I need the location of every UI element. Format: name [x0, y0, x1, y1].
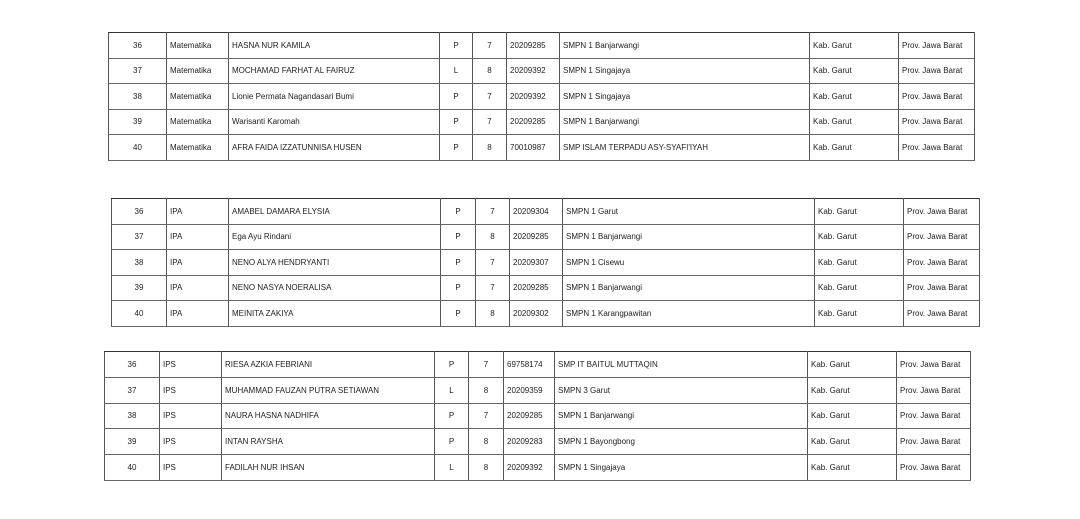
table-row	[112, 250, 980, 276]
cell-gender: P	[435, 403, 469, 429]
cell-grade: 7	[476, 250, 510, 276]
cell-npsn: 20209392	[507, 84, 560, 110]
cell-npsn: 20209283	[504, 429, 555, 455]
cell-no: 39	[109, 109, 167, 135]
cell-regency: Kab. Garut	[808, 455, 897, 481]
cell-gender: P	[440, 33, 473, 59]
cell-no: 37	[105, 377, 160, 403]
cell-subject: IPA	[167, 199, 229, 225]
cell-gender: P	[441, 199, 476, 225]
table-ipa	[111, 198, 980, 327]
cell-no: 37	[112, 224, 167, 250]
cell-grade: 7	[473, 33, 507, 59]
cell-province: Prov. Jawa Barat	[899, 84, 975, 110]
table-row	[109, 84, 975, 110]
table-matematika	[108, 32, 975, 161]
cell-grade: 8	[476, 224, 510, 250]
cell-npsn: 20209392	[507, 58, 560, 84]
cell-name: FADILAH NUR IHSAN	[222, 455, 435, 481]
cell-gender: P	[435, 352, 469, 378]
cell-regency: Kab. Garut	[808, 403, 897, 429]
table-row	[112, 199, 980, 225]
cell-no: 36	[105, 352, 160, 378]
cell-regency: Kab. Garut	[808, 352, 897, 378]
cell-name: HASNA NUR KAMILA	[229, 33, 440, 59]
cell-school: SMPN 1 Karangpawitan	[563, 301, 815, 327]
cell-name: Ega Ayu Rindani	[229, 224, 441, 250]
cell-no: 36	[112, 199, 167, 225]
cell-gender: P	[435, 429, 469, 455]
cell-school: SMP IT BAITUL MUTTAQIN	[555, 352, 808, 378]
cell-grade: 7	[473, 109, 507, 135]
cell-subject: Matematika	[167, 84, 229, 110]
cell-school: SMPN 1 Banjarwangi	[560, 109, 810, 135]
cell-subject: IPA	[167, 224, 229, 250]
cell-no: 40	[112, 301, 167, 327]
cell-grade: 7	[473, 84, 507, 110]
cell-subject: IPS	[160, 429, 222, 455]
cell-regency: Kab. Garut	[815, 275, 904, 301]
table-row	[109, 33, 975, 59]
cell-name: MOCHAMAD FARHAT AL FAIRUZ	[229, 58, 440, 84]
cell-province: Prov. Jawa Barat	[897, 403, 971, 429]
cell-grade: 7	[476, 199, 510, 225]
cell-province: Prov. Jawa Barat	[899, 33, 975, 59]
cell-grade: 8	[476, 301, 510, 327]
cell-subject: IPS	[160, 455, 222, 481]
cell-grade: 7	[469, 403, 504, 429]
cell-gender: L	[435, 377, 469, 403]
cell-school: SMPN 1 Banjarwangi	[563, 275, 815, 301]
cell-name: MEINITA ZAKIYA	[229, 301, 441, 327]
cell-school: SMPN 1 Banjarwangi	[555, 403, 808, 429]
cell-name: NENO NASYA NOERALISA	[229, 275, 441, 301]
cell-school: SMPN 1 Cisewu	[563, 250, 815, 276]
cell-school: SMPN 1 Banjarwangi	[560, 33, 810, 59]
cell-regency: Kab. Garut	[810, 33, 899, 59]
cell-province: Prov. Jawa Barat	[904, 250, 980, 276]
table-row	[109, 109, 975, 135]
cell-subject: Matematika	[167, 135, 229, 161]
cell-subject: Matematika	[167, 109, 229, 135]
table-row	[105, 377, 971, 403]
cell-npsn: 20209359	[504, 377, 555, 403]
cell-npsn: 20209285	[504, 403, 555, 429]
cell-grade: 8	[473, 58, 507, 84]
cell-regency: Kab. Garut	[815, 250, 904, 276]
cell-name: INTAN RAYSHA	[222, 429, 435, 455]
cell-gender: P	[440, 135, 473, 161]
cell-subject: IPA	[167, 275, 229, 301]
cell-grade: 7	[469, 352, 504, 378]
cell-school: SMPN 1 Banjarwangi	[563, 224, 815, 250]
cell-regency: Kab. Garut	[808, 377, 897, 403]
table-row	[109, 135, 975, 161]
cell-regency: Kab. Garut	[810, 58, 899, 84]
cell-name: AFRA FAIDA IZZATUNNISA HUSEN	[229, 135, 440, 161]
cell-name: Lionie Permata Nagandasari Bumi	[229, 84, 440, 110]
cell-subject: IPS	[160, 403, 222, 429]
cell-regency: Kab. Garut	[815, 301, 904, 327]
cell-npsn: 20209392	[504, 455, 555, 481]
cell-subject: IPS	[160, 377, 222, 403]
cell-regency: Kab. Garut	[810, 135, 899, 161]
cell-school: SMPN 1 Singajaya	[560, 84, 810, 110]
cell-npsn: 69758174	[504, 352, 555, 378]
cell-grade: 8	[473, 135, 507, 161]
cell-regency: Kab. Garut	[808, 429, 897, 455]
cell-name: RIESA AZKIA FEBRIANI	[222, 352, 435, 378]
cell-gender: P	[440, 109, 473, 135]
cell-province: Prov. Jawa Barat	[904, 199, 980, 225]
cell-subject: Matematika	[167, 58, 229, 84]
table-row	[105, 403, 971, 429]
cell-no: 40	[109, 135, 167, 161]
cell-npsn: 20209307	[510, 250, 563, 276]
cell-name: AMABEL DAMARA ELYSIA	[229, 199, 441, 225]
cell-gender: P	[441, 250, 476, 276]
cell-no: 36	[109, 33, 167, 59]
cell-province: Prov. Jawa Barat	[899, 109, 975, 135]
cell-province: Prov. Jawa Barat	[904, 301, 980, 327]
table-row	[112, 275, 980, 301]
cell-npsn: 70010987	[507, 135, 560, 161]
cell-school: SMPN 3 Garut	[555, 377, 808, 403]
cell-npsn: 20209285	[507, 33, 560, 59]
cell-subject: IPS	[160, 352, 222, 378]
cell-npsn: 20209285	[507, 109, 560, 135]
cell-subject: IPA	[167, 301, 229, 327]
cell-grade: 8	[469, 377, 504, 403]
cell-npsn: 20209304	[510, 199, 563, 225]
cell-gender: L	[440, 58, 473, 84]
cell-school: SMPN 1 Singajaya	[555, 455, 808, 481]
cell-subject: Matematika	[167, 33, 229, 59]
cell-no: 40	[105, 455, 160, 481]
cell-province: Prov. Jawa Barat	[904, 275, 980, 301]
table-row	[109, 58, 975, 84]
cell-no: 38	[105, 403, 160, 429]
cell-gender: P	[440, 84, 473, 110]
cell-name: NENO ALYA HENDRYANTI	[229, 250, 441, 276]
cell-province: Prov. Jawa Barat	[897, 455, 971, 481]
cell-province: Prov. Jawa Barat	[899, 135, 975, 161]
cell-province: Prov. Jawa Barat	[904, 224, 980, 250]
table-row	[105, 429, 971, 455]
cell-grade: 8	[469, 455, 504, 481]
cell-regency: Kab. Garut	[815, 199, 904, 225]
cell-no: 37	[109, 58, 167, 84]
cell-name: MUHAMMAD FAUZAN PUTRA SETIAWAN	[222, 377, 435, 403]
table-row	[105, 455, 971, 481]
cell-subject: IPA	[167, 250, 229, 276]
cell-no: 39	[112, 275, 167, 301]
cell-npsn: 20209285	[510, 275, 563, 301]
cell-no: 38	[109, 84, 167, 110]
cell-province: Prov. Jawa Barat	[897, 429, 971, 455]
cell-no: 38	[112, 250, 167, 276]
cell-regency: Kab. Garut	[815, 224, 904, 250]
cell-name: Warisanti Karomah	[229, 109, 440, 135]
cell-npsn: 20209302	[510, 301, 563, 327]
cell-regency: Kab. Garut	[810, 109, 899, 135]
table-row	[112, 224, 980, 250]
cell-gender: P	[441, 224, 476, 250]
cell-province: Prov. Jawa Barat	[897, 352, 971, 378]
cell-no: 39	[105, 429, 160, 455]
table-row	[112, 301, 980, 327]
cell-regency: Kab. Garut	[810, 84, 899, 110]
cell-gender: P	[441, 301, 476, 327]
cell-school: SMPN 1 Garut	[563, 199, 815, 225]
cell-gender: P	[441, 275, 476, 301]
cell-province: Prov. Jawa Barat	[899, 58, 975, 84]
cell-name: NAURA HASNA NADHIFA	[222, 403, 435, 429]
table-row	[105, 352, 971, 378]
cell-grade: 8	[469, 429, 504, 455]
cell-npsn: 20209285	[510, 224, 563, 250]
cell-school: SMP ISLAM TERPADU ASY-SYAFI'IYAH	[560, 135, 810, 161]
cell-province: Prov. Jawa Barat	[897, 377, 971, 403]
table-ips	[104, 351, 971, 481]
cell-gender: L	[435, 455, 469, 481]
cell-grade: 7	[476, 275, 510, 301]
cell-school: SMPN 1 Bayongbong	[555, 429, 808, 455]
cell-school: SMPN 1 Singajaya	[560, 58, 810, 84]
